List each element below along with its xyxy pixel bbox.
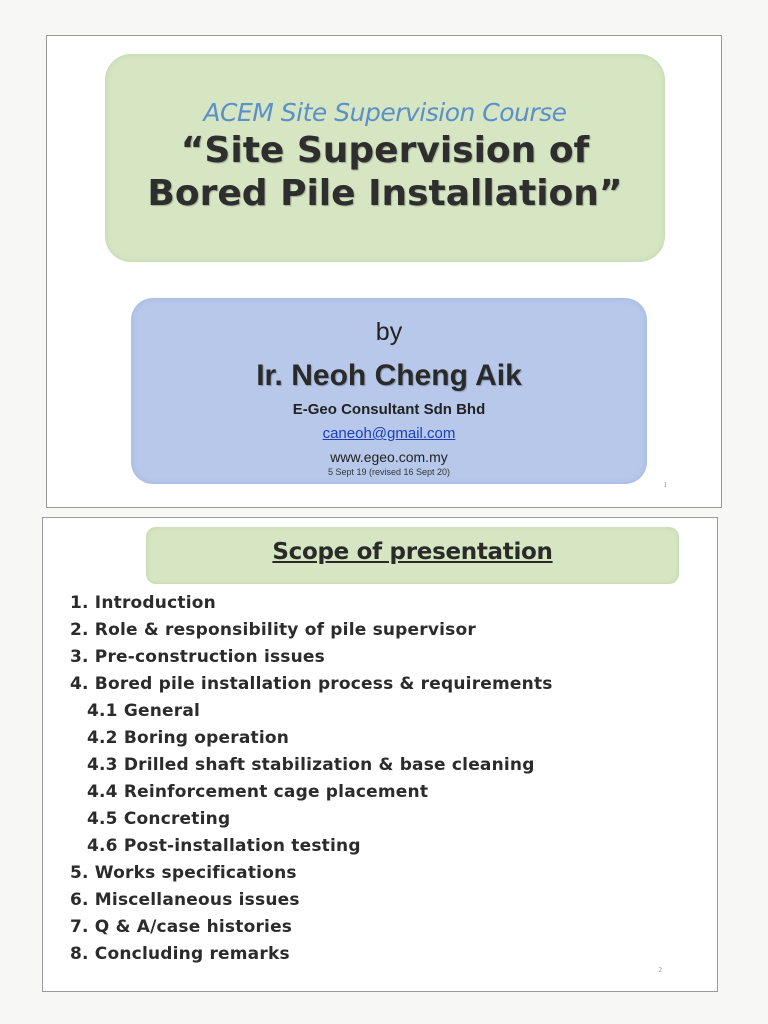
title-line-1: “Site Supervision of [180, 130, 590, 171]
author-name: Ir. Neoh Cheng Aik [256, 359, 522, 392]
list-item: 7. Q & A/case histories [70, 917, 293, 937]
website-link[interactable]: www.egeo.com.my [330, 449, 448, 465]
title-line-2: Bored Pile Installation” [147, 173, 623, 214]
list-item: 8. Concluding remarks [70, 944, 290, 964]
date-text: 5 Sept 19 (revised 16 Sept 20) [327, 467, 451, 477]
list-item: 4.3 Drilled shaft stabilization & base cleaning [87, 755, 535, 775]
list-item: 1. Introduction [70, 593, 216, 613]
presentation-title [105, 129, 665, 215]
company-name: E-Geo Consultant Sdn Bhd [292, 401, 486, 418]
slide-2 [42, 517, 718, 992]
scope-title: Scope of presentation [272, 539, 553, 565]
title-banner [105, 54, 665, 262]
author-panel [131, 298, 647, 484]
by-label: by [375, 318, 403, 346]
course-title: ACEM Site Supervision Course [203, 98, 567, 127]
scope-banner [146, 527, 679, 584]
email-link[interactable]: caneoh@gmail.com [322, 425, 456, 442]
list-item: 6. Miscellaneous issues [70, 890, 300, 910]
list-item: 4.6 Post-installation testing [87, 836, 361, 856]
list-item: 4.5 Concreting [87, 809, 231, 829]
page-number: 1 [663, 481, 667, 489]
list-item: 4.4 Reinforcement cage placement [87, 782, 429, 802]
list-item: 4.1 General [87, 701, 201, 721]
list-item: 4. Bored pile installation process & requirements [70, 674, 553, 694]
slide-1 [46, 35, 722, 508]
list-item: 2. Role & responsibility of pile supervisor [70, 620, 476, 640]
outline-list [70, 590, 553, 968]
list-item: 5. Works specifications [70, 863, 297, 883]
page-number: 2 [658, 966, 662, 974]
list-item: 3. Pre-construction issues [70, 647, 325, 667]
list-item: 4.2 Boring operation [87, 728, 290, 748]
